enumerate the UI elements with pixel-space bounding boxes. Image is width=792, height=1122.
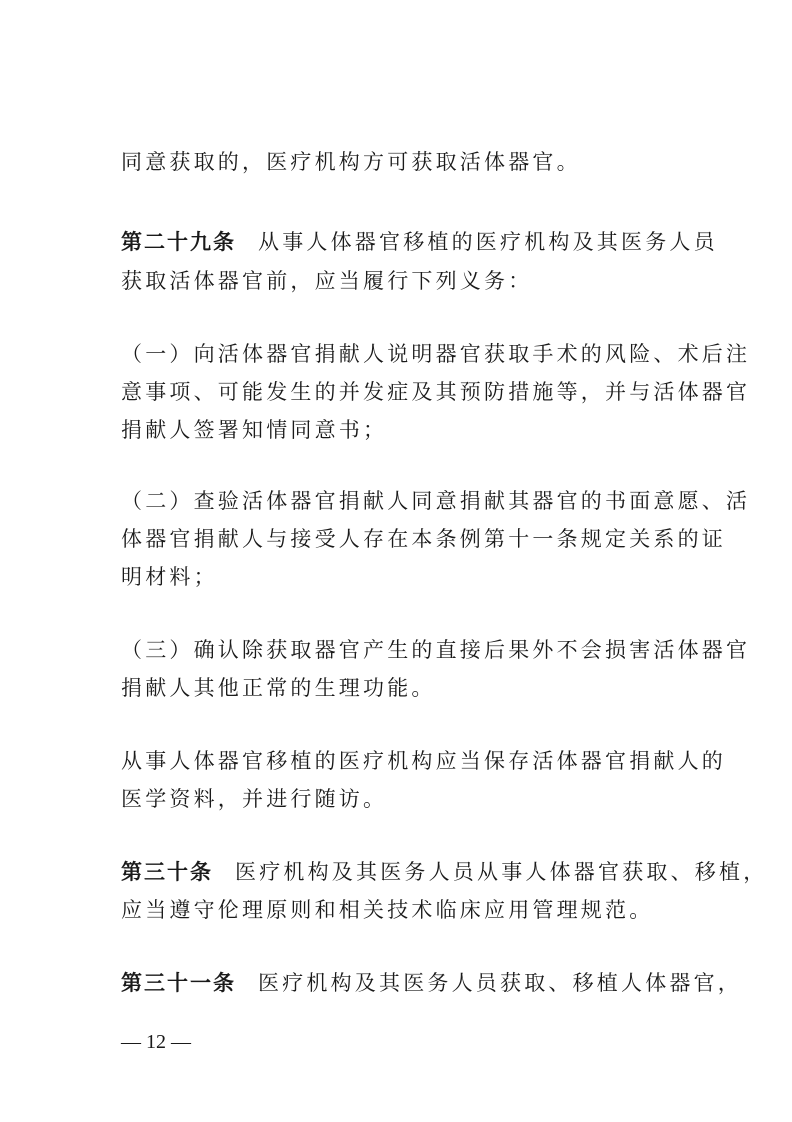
item-2-line-2: 体器官捐献人与接受人存在本条例第十一条规定关系的证 [121, 527, 726, 551]
article-31-text: 医疗机构及其医务人员获取、移植人体器官， [258, 971, 742, 995]
article-31-label: 第三十一条 [121, 970, 236, 995]
item-1-line-3: 捐献人签署知情同意书； [121, 418, 388, 442]
article-29-line-2: 获取活体器官前，应当履行下列义务： [121, 269, 533, 293]
article-29-text: 从事人体器官移植的医疗机构及其医务人员 [258, 230, 718, 254]
item-1-line-2: 意事项、可能发生的并发症及其预防措施等，并与活体器官 [121, 380, 751, 404]
page-number: — 12 — [121, 1031, 191, 1053]
article-29-label: 第二十九条 [121, 229, 236, 254]
article-30-label: 第三十条 [121, 859, 213, 884]
item-1-line-1: （一）向活体器官捐献人说明器官获取手术的风险、术后注 [121, 342, 751, 366]
article-29-line-1 [121, 228, 718, 256]
paragraph-2-line-1: 从事人体器官移植的医疗机构应当保存活体器官捐献人的 [121, 749, 726, 773]
article-30-line-2: 应当遵守伦理原则和相关技术临床应用管理规范。 [121, 898, 654, 922]
item-2-line-1: （二）查验活体器官捐献人同意捐献其器官的书面意愿、活 [121, 489, 751, 513]
paragraph-line: 同意获取的，医疗机构方可获取活体器官。 [121, 150, 581, 174]
item-2-line-3: 明材料； [121, 565, 218, 589]
article-30-line-1 [121, 858, 767, 886]
item-3-line-1: （三）确认除获取器官产生的直接后果外不会损害活体器官 [121, 638, 751, 662]
paragraph-2-line-2: 医学资料，并进行随访。 [121, 787, 388, 811]
article-30-text: 医疗机构及其医务人员从事人体器官获取、移植， [235, 860, 768, 884]
article-31-line-1 [121, 969, 742, 997]
item-3-line-2: 捐献人其他正常的生理功能。 [121, 676, 436, 700]
